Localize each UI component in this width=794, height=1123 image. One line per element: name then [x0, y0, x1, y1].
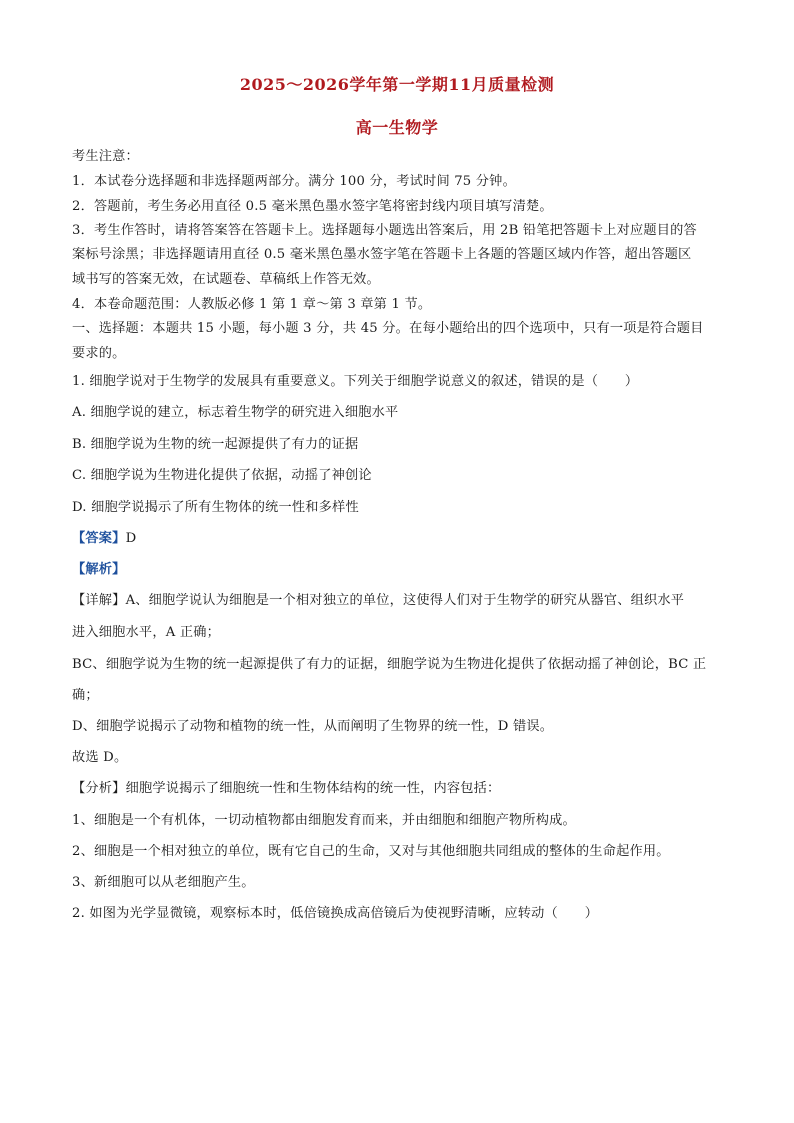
exam-title: 2025～2026学年第一学期11月质量检测: [239, 75, 555, 94]
answer-line: [72, 530, 732, 548]
cell-theory-point-1: 1、细胞是一个有机体，一切动植物都由细胞发育而来，并由细胞和细胞产物所构成。: [72, 813, 576, 828]
note-item-1: 1．本试卷分选择题和非选择题两部分。满分 100 分，考试时间 75 分钟。: [72, 174, 516, 189]
detail-line-1: [72, 592, 732, 610]
analysis-tag: 【解析】: [72, 562, 126, 577]
question-1-option-b: B. 细胞学说为生物的统一起源提供了有力的证据: [72, 437, 359, 452]
analysis2-line: [72, 780, 732, 798]
analysis-line: [72, 561, 732, 579]
analysis2-tag: 【分析】: [72, 781, 126, 796]
cell-theory-point-2: 2、细胞是一个相对独立的单位，既有它自己的生命，又对与其他细胞共同组成的整体的生命起作用。: [72, 844, 670, 859]
cell-theory-point-3: 3、新细胞可以从老细胞产生。: [72, 875, 255, 890]
analysis2-text: 细胞学说揭示了细胞统一性和生物体结构的统一性，内容包括：: [125, 781, 501, 796]
note-item-3-line-1: 3．考生作答时，请将答案答在答题卡上。选择题每小题选出答案后，用 2B 铅笔把答题卡上对应题目的答: [72, 223, 697, 238]
detail-line-4: 确；: [72, 688, 99, 703]
answer-tag: 【答案】: [72, 531, 126, 546]
question-1-stem: 1. 细胞学说对于生物学的发展具有重要意义。下列关于细胞学说意义的叙述，错误的是（ ）: [72, 374, 639, 389]
section-intro-line-2: 要求的。: [72, 346, 126, 361]
detail-line-6: 故选 D。: [72, 750, 128, 765]
question-1-option-a: A. 细胞学说的建立，标志着生物学的研究进入细胞水平: [72, 405, 399, 420]
answer-value: D: [125, 531, 137, 546]
note-item-4: 4．本卷命题范围：人教版必修 1 第 1 章～第 3 章第 1 节。: [72, 297, 432, 312]
note-item-3-line-3: 域书写的答案无效，在试题卷、草稿纸上作答无效。: [72, 272, 380, 287]
detail-text-1: A、细胞学说认为细胞是一个相对独立的单位，这使得人们对于生物学的研究从器官、组织水平: [125, 593, 685, 608]
detail-tag: 【详解】: [72, 593, 126, 608]
detail-line-2: 进入细胞水平，A 正确；: [72, 625, 220, 640]
section-intro-line-1: 一、选择题：本题共 15 小题，每小题 3 分，共 45 分。在每小题给出的四个选项中，只有一项是符合题目: [72, 321, 704, 336]
note-item-2: 2．答题前，考生务必用直径 0.5 毫米黑色墨水签字笔将密封线内项目填写清楚。: [72, 199, 553, 214]
notes-heading: 考生注意：: [72, 149, 139, 164]
detail-line-5: D、细胞学说揭示了动物和植物的统一性，从而阐明了生物界的统一性，D 错误。: [72, 719, 554, 734]
question-1-option-d: D. 细胞学说揭示了所有生物体的统一性和多样性: [72, 500, 359, 515]
subject-title: 高一生物学: [355, 118, 439, 137]
note-item-3-line-2: 案标号涂黑；非选择题请用直径 0.5 毫米黑色墨水签字笔在答题卡上各题的答题区域内作答，超出答题区: [72, 247, 692, 262]
question-2-stem: 2. 如图为光学显微镜，观察标本时，低倍镜换成高倍镜后为使视野清晰，应转动（ ）: [72, 906, 599, 921]
detail-line-3: BC、细胞学说为生物的统一起源提供了有力的证据，细胞学说为生物进化提供了依据动摇了神创论，BC 正: [72, 657, 707, 672]
question-1-option-c: C. 细胞学说为生物进化提供了依据，动摇了神创论: [72, 468, 372, 483]
